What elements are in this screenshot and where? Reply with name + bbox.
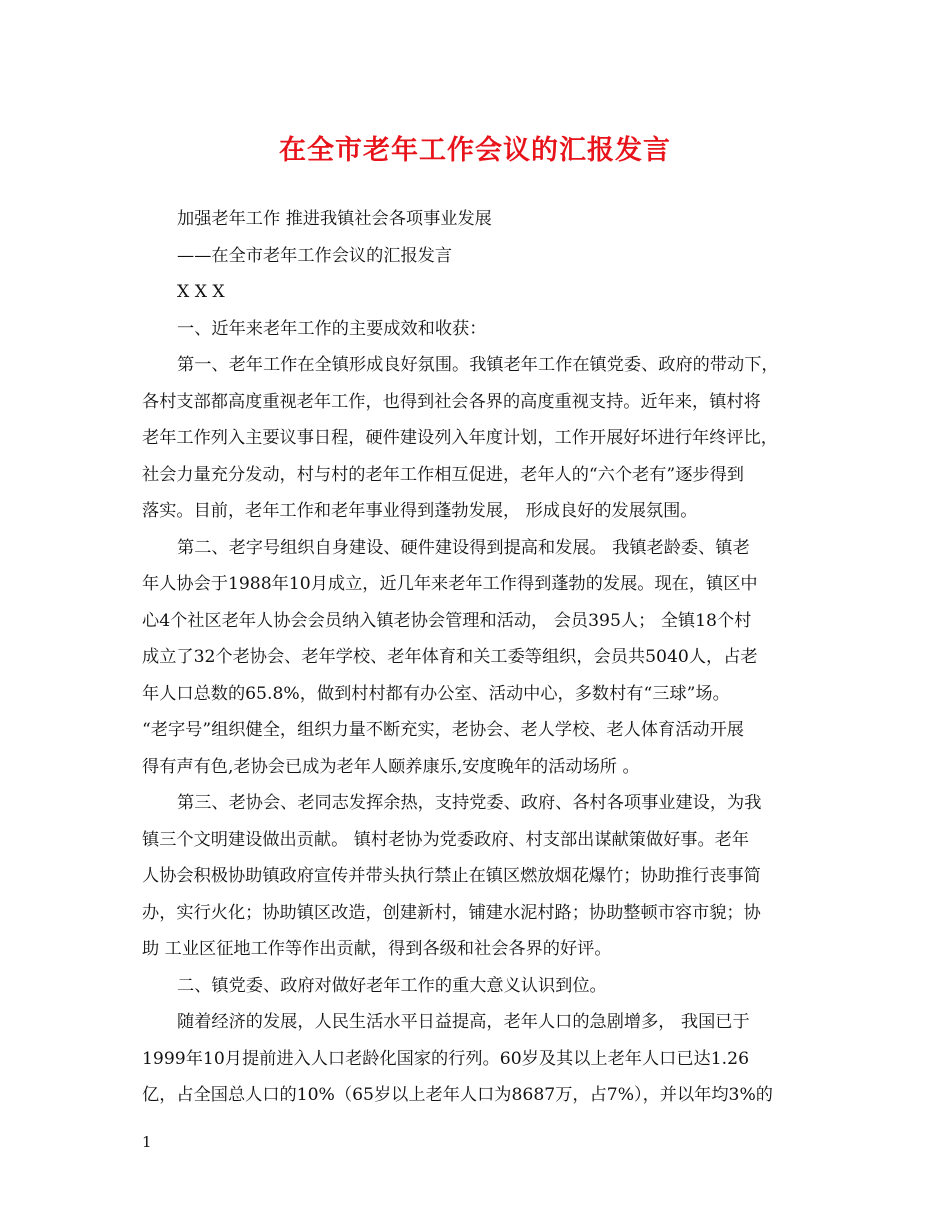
text-line: 第三、老协会、老同志发挥余热，支持党委、政府、各村各项事业建设，为我	[177, 793, 762, 813]
page-number: 1	[142, 1133, 152, 1151]
text-line: 二、镇党委、政府对做好老年工作的重大意义认识到位。	[177, 975, 607, 996]
text-line: 人协会积极协助镇政府宣传并带头执行禁止在镇区燃放烟花爆竹；协助推行丧事简	[142, 866, 761, 886]
text-line: X X X	[177, 282, 225, 302]
text-line: 亿，占全国总人口的10%（65岁以上老年人口为8687万，占7%），并以年均3%的	[142, 1085, 773, 1105]
text-line: 落实。目前，老年工作和老年事业得到蓬勃发展， 形成良好的发展氛围。	[142, 501, 698, 521]
text-line: 1999年10月提前进入人口老龄化国家的行列。60岁及其以上老年人口已达1.26	[142, 1048, 750, 1069]
text-line: 各村支部都高度重视老年工作，也得到社会各界的高度重视支持。近年来，镇村将	[142, 391, 761, 412]
text-line: 年人口总数的65.8%，做到村村都有办公室、活动中心，多数村有“三球”场。	[142, 683, 730, 704]
text-line: ——在全市老年工作会议的汇报发言	[177, 245, 453, 266]
text-line: 心4个社区老年人协会会员纳入镇老协会管理和活动， 会员395人； 全镇18个村	[142, 610, 752, 631]
text-line: 第一、老年工作在全镇形成良好氛围。我镇老年工作在镇党委、政府的带动下，	[177, 355, 779, 375]
document-title: 在全市老年工作会议的汇报发言	[279, 135, 671, 166]
text-line: 第二、老字号组织自身建设、硬件建设得到提高和发展。 我镇老龄委、镇老	[177, 537, 750, 558]
text-line: 镇三个文明建设做出贡献。 镇村老协为党委政府、村支部出谋献策做好事。老年	[142, 829, 750, 850]
text-line: 得有声有色,老协会已成为老年人颐养康乐,安度晚年的活动场所 。	[142, 756, 640, 777]
text-line: 加强老年工作 推进我镇社会各项事业发展	[177, 209, 492, 229]
text-line: 一、近年来老年工作的主要成效和收获：	[177, 318, 487, 339]
text-line: 成立了32个老协会、老年学校、老年体育和关工委等组织，会员共5040人，占老	[142, 647, 758, 667]
text-line: 助 工业区征地工作等作出贡献，得到各级和社会各界的好评。	[142, 939, 612, 959]
text-line: 老年工作列入主要议事日程，硬件建设列入年度计划，工作开展好坏进行年终评比，	[142, 428, 778, 448]
text-line: 社会力量充分发动，村与村的老年工作相互促进，老年人的“六个老有”逐步得到	[142, 464, 744, 485]
document-body	[142, 201, 822, 1114]
text-line: 办，实行火化；协助镇区改造，创建新村，铺建水泥村路；协助整顿市容市貌；协	[142, 902, 761, 923]
text-line: “老字号”组织健全，组织力量不断充实，老协会、老人学校、老人体育活动开展	[142, 720, 744, 740]
text-line: 随着经济的发展，人民生活水平日益提高，老年人口的急剧增多， 我国已于	[177, 1012, 750, 1032]
text-line: 年人协会于1988年10月成立，近几年来老年工作得到蓬勃的发展。现在，镇区中	[142, 574, 758, 594]
